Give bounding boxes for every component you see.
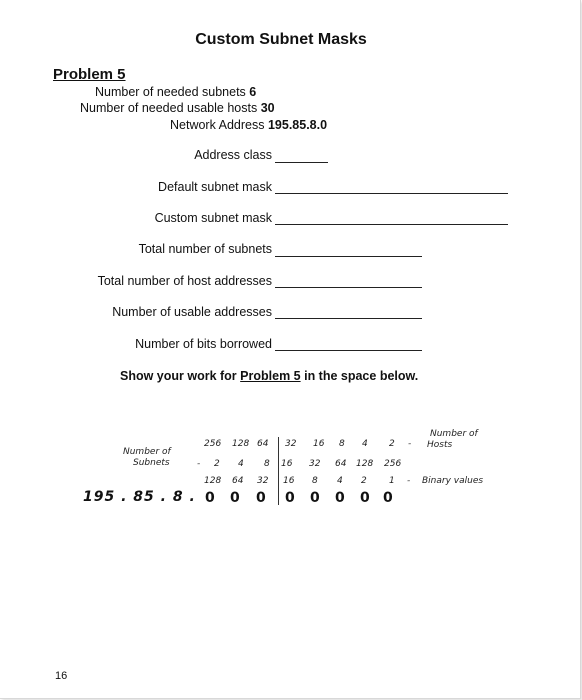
page-title: Custom Subnet Masks — [195, 31, 367, 48]
problem-heading: Problem 5 — [53, 66, 126, 83]
network-address-label: Network Address — [170, 118, 265, 132]
needed-subnets-line — [95, 85, 256, 99]
show-work-instruction — [120, 369, 418, 383]
network-address-handwritten: 195 . 85 . 8 . — [83, 489, 196, 505]
needed-subnets-value: 6 — [249, 85, 257, 99]
binary-digit: 0 — [285, 490, 295, 506]
needed-hosts-value: 30 — [260, 101, 275, 115]
binary-digit: 0 — [256, 490, 266, 506]
row3-value: 1 — [389, 476, 395, 486]
row1-value: 4 — [362, 439, 368, 449]
row3-value: 64 — [232, 476, 244, 486]
binary-digit: 0 — [310, 490, 320, 506]
row2-value: 4 — [238, 459, 244, 469]
row3-value: 16 — [283, 476, 295, 486]
total-subnets-blank[interactable] — [275, 256, 422, 257]
row2-value: 32 — [309, 459, 321, 469]
row1-value: 2 — [389, 439, 395, 449]
binary-digit: 0 — [205, 490, 215, 506]
row3-value: 32 — [257, 476, 269, 486]
bits-borrowed-label: Number of bits borrowed — [135, 337, 272, 351]
network-address-value: 195.85.8.0 — [267, 118, 328, 132]
row2-value: 256 — [384, 459, 402, 469]
total-hosts-label: Total number of host addresses — [97, 274, 272, 288]
row1-value: 8 — [339, 439, 345, 449]
row1-value: 16 — [313, 439, 325, 449]
needed-subnets-label: Number of needed subnets — [95, 85, 246, 99]
row1-dash: - — [408, 439, 412, 449]
needed-hosts-line — [80, 101, 275, 115]
page-number: 16 — [55, 670, 68, 682]
number-of-hosts-note-2: Hosts — [427, 440, 453, 450]
binary-digit: 0 — [360, 490, 370, 506]
row1-value: 128 — [232, 439, 250, 449]
row1-value: 32 — [285, 439, 297, 449]
number-of-subnets-note-2: Subnets — [133, 458, 170, 468]
number-of-hosts-note-1: Number of — [430, 429, 478, 439]
default-mask-blank[interactable] — [275, 193, 508, 194]
row2-value: 16 — [281, 459, 293, 469]
row2-dash: - — [197, 459, 201, 469]
row3-value: 2 — [361, 476, 367, 486]
row3-value: 128 — [204, 476, 222, 486]
show-work-problem-ref: Problem 5 — [240, 369, 301, 383]
address-class-label: Address class — [194, 148, 272, 162]
row3-dash: - — [407, 476, 411, 486]
row2-value: 8 — [264, 459, 270, 469]
show-work-prefix: Show your work for — [120, 369, 237, 383]
total-subnets-label: Total number of subnets — [138, 242, 272, 256]
network-address-line — [170, 118, 327, 132]
address-class-blank[interactable] — [275, 162, 328, 163]
row2-value: 128 — [356, 459, 374, 469]
number-of-subnets-note-1: Number of — [123, 447, 171, 457]
binary-values-note: Binary values — [422, 476, 484, 486]
custom-mask-blank[interactable] — [275, 224, 508, 225]
binary-digit: 0 — [230, 490, 240, 506]
usable-addresses-blank[interactable] — [275, 318, 422, 319]
needed-hosts-label: Number of needed usable hosts — [80, 101, 258, 115]
row1-value: 256 — [204, 439, 222, 449]
binary-digit: 0 — [383, 490, 393, 506]
binary-digit: 0 — [335, 490, 345, 506]
octet-divider-line — [278, 437, 279, 505]
show-work-suffix: in the space below. — [304, 369, 419, 383]
default-mask-label: Default subnet mask — [158, 180, 272, 194]
row2-value: 64 — [335, 459, 347, 469]
row2-value: 2 — [214, 459, 220, 469]
bits-borrowed-blank[interactable] — [275, 350, 422, 351]
row3-value: 8 — [312, 476, 318, 486]
custom-mask-label: Custom subnet mask — [154, 211, 272, 225]
row3-value: 4 — [337, 476, 343, 486]
usable-addresses-label: Number of usable addresses — [112, 305, 272, 319]
total-hosts-blank[interactable] — [275, 287, 422, 288]
row1-value: 64 — [257, 439, 269, 449]
